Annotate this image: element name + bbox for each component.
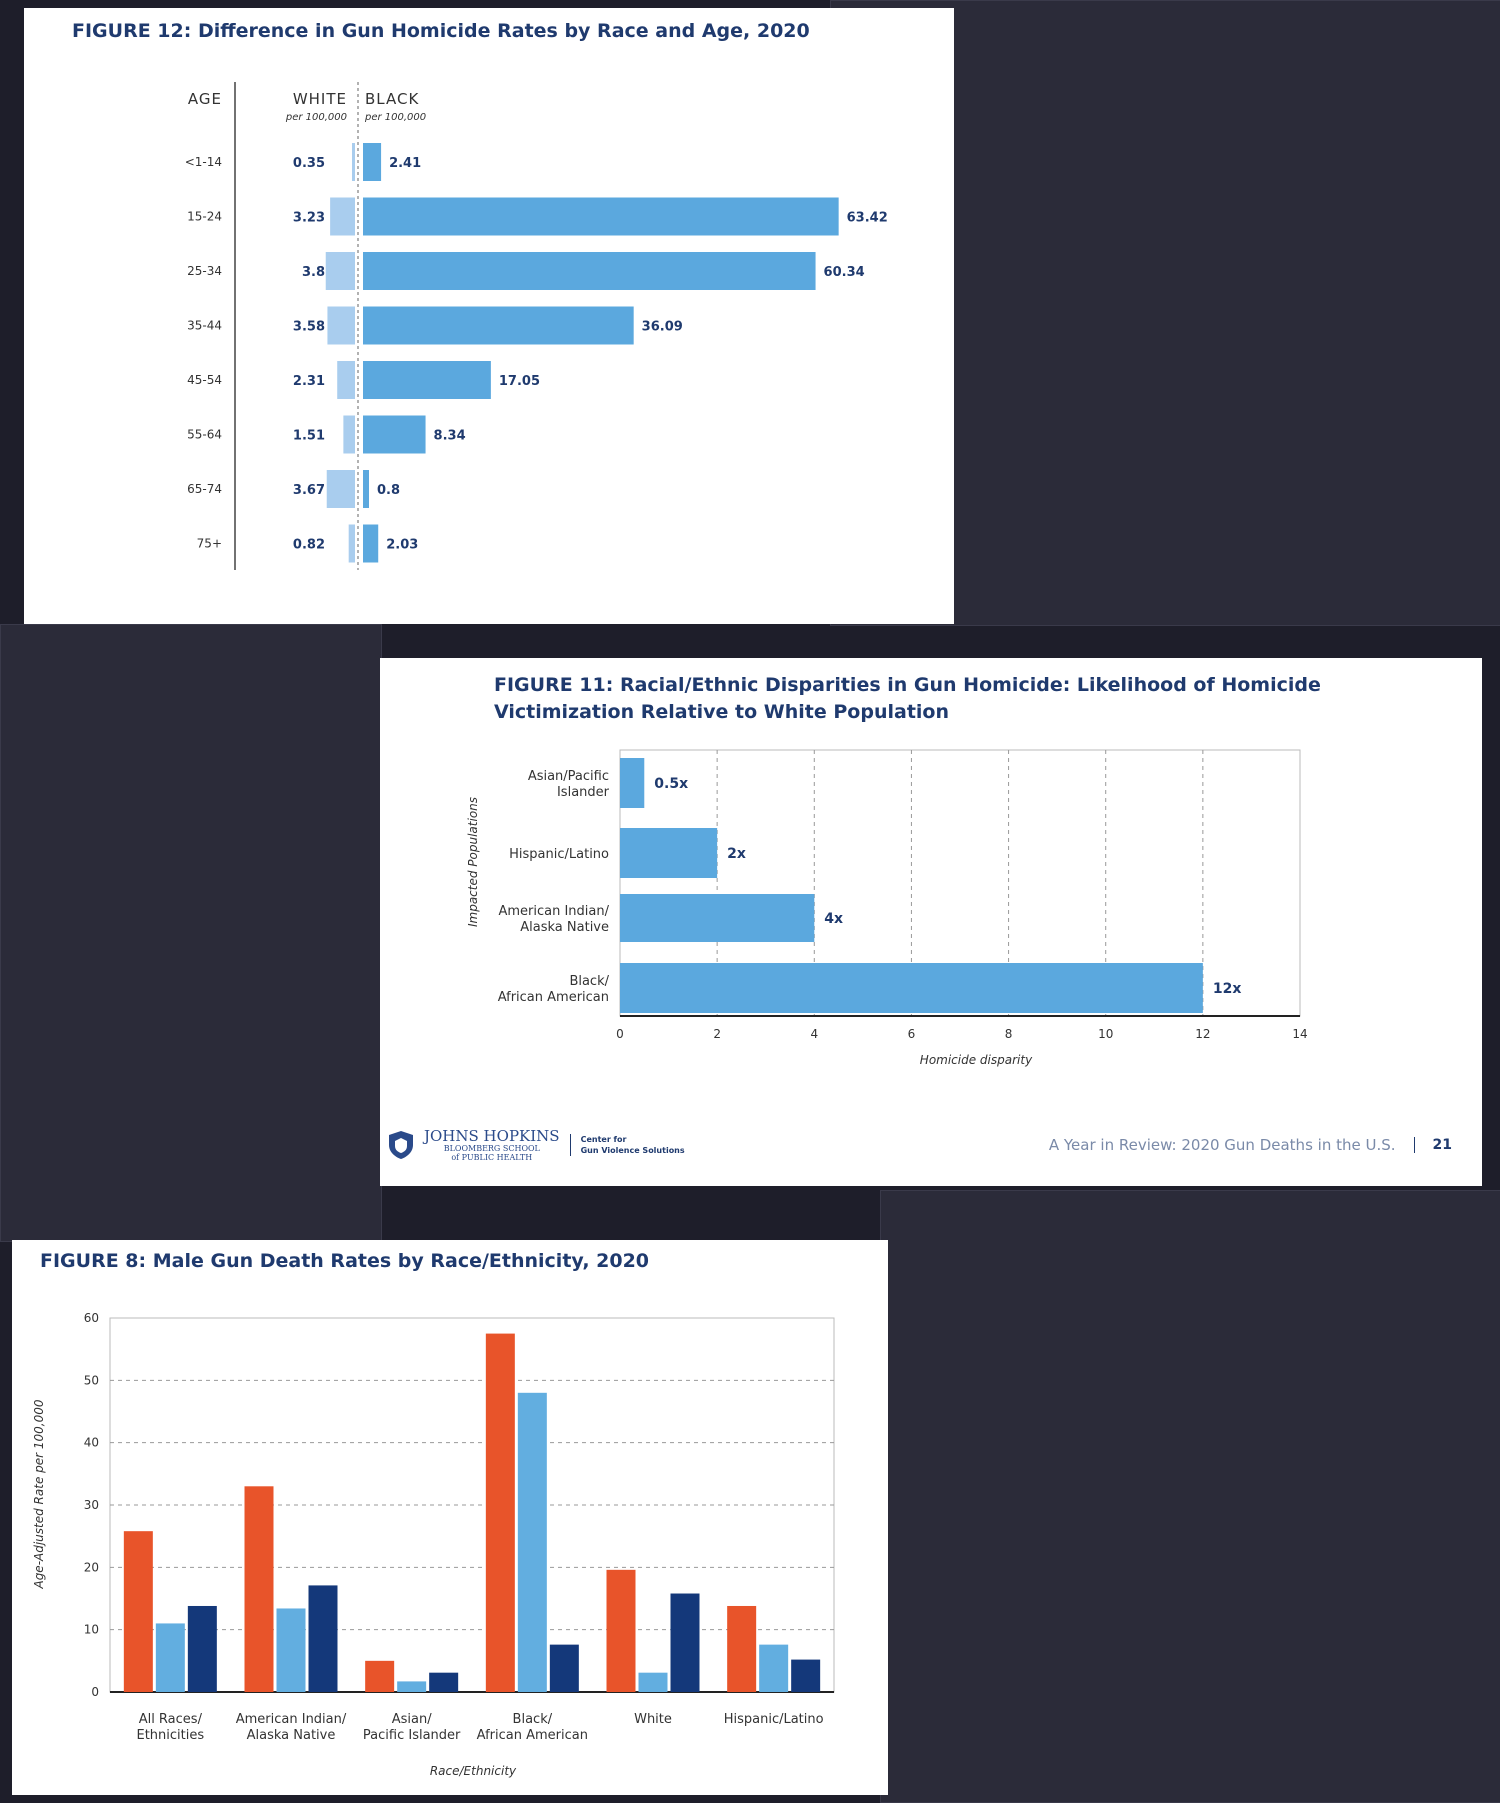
- figure-8-y-tick-label: 30: [83, 1498, 99, 1512]
- report-footer: [1049, 1136, 1452, 1154]
- white-rate-label: 3.8: [301, 265, 325, 280]
- disparity-bar: [620, 828, 717, 878]
- figure-8-y-tick-label: 20: [83, 1560, 99, 1575]
- black-rate-bar: [363, 470, 369, 508]
- white-rate-bar: [343, 416, 355, 454]
- report-title: A Year in Review: 2020 Gun Deaths in the U.S.: [1048, 1136, 1396, 1154]
- figure-8-category-label: Pacific Islander: [362, 1728, 461, 1743]
- black-rate-bar: [363, 416, 426, 454]
- figure-11-x-tick-label: 0: [616, 1027, 624, 1041]
- disparity-value-label: 4x: [824, 911, 844, 927]
- figure-11-x-tick-label: 10: [1098, 1027, 1114, 1041]
- black-rate-label: 17.05: [498, 374, 540, 389]
- white-rate-label: 2.31: [292, 374, 325, 389]
- white-rate-label: 3.67: [292, 483, 325, 498]
- rate-bar: [759, 1645, 788, 1692]
- black-rate-bar: [363, 143, 381, 181]
- center-line2: Gun Violence Solutions: [580, 1146, 685, 1155]
- johns-hopkins-logo: [388, 1128, 685, 1162]
- rate-bar: [727, 1606, 756, 1692]
- white-rate-bar: [349, 525, 355, 563]
- org-sub1: BLOOMBERG SCHOOL: [443, 1144, 540, 1153]
- age-tick-label: 35-44: [187, 318, 222, 333]
- age-tick-label: 55-64: [187, 427, 222, 442]
- rate-bar: [245, 1486, 274, 1692]
- figure-8-y-tick-label: 60: [83, 1311, 99, 1325]
- white-rate-bar: [352, 143, 355, 181]
- population-category-label: Alaska Native: [520, 920, 609, 935]
- rate-bar: [365, 1661, 394, 1692]
- figure-8-y-tick-label: 40: [83, 1435, 99, 1450]
- rate-bar: [791, 1660, 820, 1692]
- figure-8-chart: [12, 1240, 888, 1795]
- figure-8-category-label: Ethnicities: [136, 1728, 205, 1743]
- rate-bar: [124, 1531, 153, 1692]
- white-header: WHITE: [292, 90, 347, 108]
- white-rate-bar: [327, 307, 355, 345]
- center-name: [570, 1134, 685, 1156]
- figure-12-title: FIGURE 12: Difference in Gun Homicide Rates by Race and Age, 2020: [72, 20, 810, 42]
- black-header: BLACK: [365, 90, 420, 108]
- rate-bar: [429, 1673, 458, 1692]
- black-rate-label: 36.09: [641, 319, 683, 335]
- white-rate-label: 1.51: [292, 428, 325, 444]
- black-rate-label: 60.34: [823, 265, 865, 280]
- figure-8-category-label: Asian/: [391, 1712, 432, 1727]
- population-category-label: Hispanic/Latino: [509, 847, 609, 862]
- figure-11-title-line1: FIGURE 11: Racial/Ethnic Disparities in Gun Homicide: Likelihood of Homicide: [494, 674, 1321, 696]
- rate-bar: [156, 1623, 185, 1692]
- figure-11-title-line2: Victimization Relative to White Population: [494, 701, 949, 723]
- rate-bar: [309, 1585, 338, 1692]
- population-category-label: African American: [497, 990, 609, 1005]
- figure-11-x-tick-label: 6: [907, 1027, 916, 1041]
- figure-8-category-label: Alaska Native: [246, 1728, 336, 1743]
- figure-8-x-axis-label: Race/Ethnicity: [429, 1764, 517, 1778]
- black-rate-label: 2.41: [389, 156, 422, 171]
- figure-11-x-tick-label: 4: [810, 1027, 819, 1041]
- black-rate-bar: [363, 252, 816, 290]
- figure-11-x-tick-label: 14: [1292, 1027, 1308, 1041]
- age-tick-label: 65-74: [187, 482, 222, 496]
- figure-8-category-label: American Indian/: [235, 1712, 347, 1727]
- figure-12-panel: [24, 8, 954, 624]
- figure-11-x-axis-label: Homicide disparity: [919, 1053, 1033, 1067]
- figure-11-panel: [380, 658, 1482, 1186]
- age-tick-label: <1-14: [184, 155, 222, 169]
- rate-bar: [188, 1606, 217, 1692]
- white-rate-bar: [326, 252, 355, 290]
- figure-8-y-axis-label: Age-Adjusted Rate per 100,000: [32, 1399, 46, 1589]
- figure-11-chart: [380, 658, 1482, 1128]
- white-rate-bar: [327, 470, 355, 508]
- population-category-label: American Indian/: [498, 904, 609, 919]
- photo-placeholder-left: [0, 624, 382, 1242]
- black-rate-label: 0.8: [377, 483, 401, 498]
- age-tick-label: 15-24: [187, 209, 222, 224]
- rate-bar: [607, 1570, 636, 1692]
- white-rate-label: 0.82: [292, 537, 325, 553]
- figure-11-y-axis-label: Impacted Populations: [466, 796, 480, 928]
- university-seal-icon: [388, 1130, 414, 1160]
- rate-bar: [550, 1645, 579, 1692]
- org-name: JOHNS HOPKINS: [424, 1127, 560, 1145]
- population-category-label: Black/: [569, 974, 609, 989]
- figure-8-category-label: White: [634, 1712, 672, 1727]
- disparity-value-label: 12x: [1212, 981, 1242, 997]
- org-sub2: of PUBLIC HEALTH: [451, 1153, 533, 1162]
- figure-8-y-tick-label: 10: [83, 1622, 99, 1637]
- disparity-bar: [620, 894, 814, 942]
- figure-8-category-label: African American: [476, 1728, 588, 1743]
- figure-8-y-tick-label: 50: [83, 1373, 99, 1388]
- page-number: 21: [1414, 1137, 1452, 1153]
- black-rate-label: 2.03: [386, 537, 419, 553]
- white-rate-label: 3.58: [292, 319, 325, 335]
- rate-bar: [486, 1334, 515, 1692]
- disparity-value-label: 0.5x: [654, 776, 689, 792]
- black-rate-bar: [363, 361, 491, 399]
- photo-placeholder-bottom-right: [880, 1190, 1500, 1803]
- black-rate-bar: [363, 198, 839, 236]
- white-rate-bar: [337, 361, 355, 399]
- figure-12-chart: [24, 8, 954, 624]
- rate-bar: [277, 1608, 306, 1692]
- rate-bar: [397, 1681, 426, 1692]
- age-tick-label: 25-34: [187, 264, 222, 278]
- age-tick-label: 75+: [196, 536, 222, 551]
- figure-11-x-tick-label: 2: [713, 1027, 721, 1041]
- age-header: AGE: [187, 90, 222, 108]
- population-category-label: Asian/Pacific: [527, 769, 609, 784]
- black-subheader: per 100,000: [365, 112, 427, 123]
- rate-bar: [671, 1594, 700, 1692]
- white-rate-bar: [330, 198, 355, 236]
- figure-8-category-label: Hispanic/Latino: [723, 1712, 824, 1727]
- rate-bar: [639, 1673, 668, 1692]
- black-rate-label: 8.34: [433, 428, 466, 444]
- figure-8-category-label: Black/: [512, 1712, 553, 1727]
- disparity-bar: [620, 963, 1203, 1013]
- black-rate-bar: [363, 525, 378, 563]
- age-tick-label: 45-54: [187, 373, 222, 387]
- white-subheader: per 100,000: [285, 112, 347, 123]
- figure-11-x-tick-label: 12: [1195, 1027, 1211, 1041]
- figure-8-y-tick-label: 0: [91, 1685, 99, 1699]
- white-rate-label: 0.35: [292, 156, 325, 171]
- figure-11-x-tick-label: 8: [1004, 1027, 1013, 1041]
- black-rate-bar: [363, 307, 634, 345]
- figure-8-category-label: All Races/: [138, 1712, 202, 1727]
- black-rate-label: 63.42: [846, 210, 888, 226]
- rate-bar: [518, 1393, 547, 1692]
- population-category-label: Islander: [556, 785, 609, 800]
- disparity-bar: [620, 758, 644, 808]
- figure-8-panel: [12, 1240, 888, 1795]
- white-rate-label: 3.23: [292, 210, 325, 226]
- figure-8-title: FIGURE 8: Male Gun Death Rates by Race/Ethnicity, 2020: [40, 1250, 650, 1272]
- disparity-value-label: 2x: [727, 846, 746, 862]
- center-line1: Center for: [580, 1135, 627, 1144]
